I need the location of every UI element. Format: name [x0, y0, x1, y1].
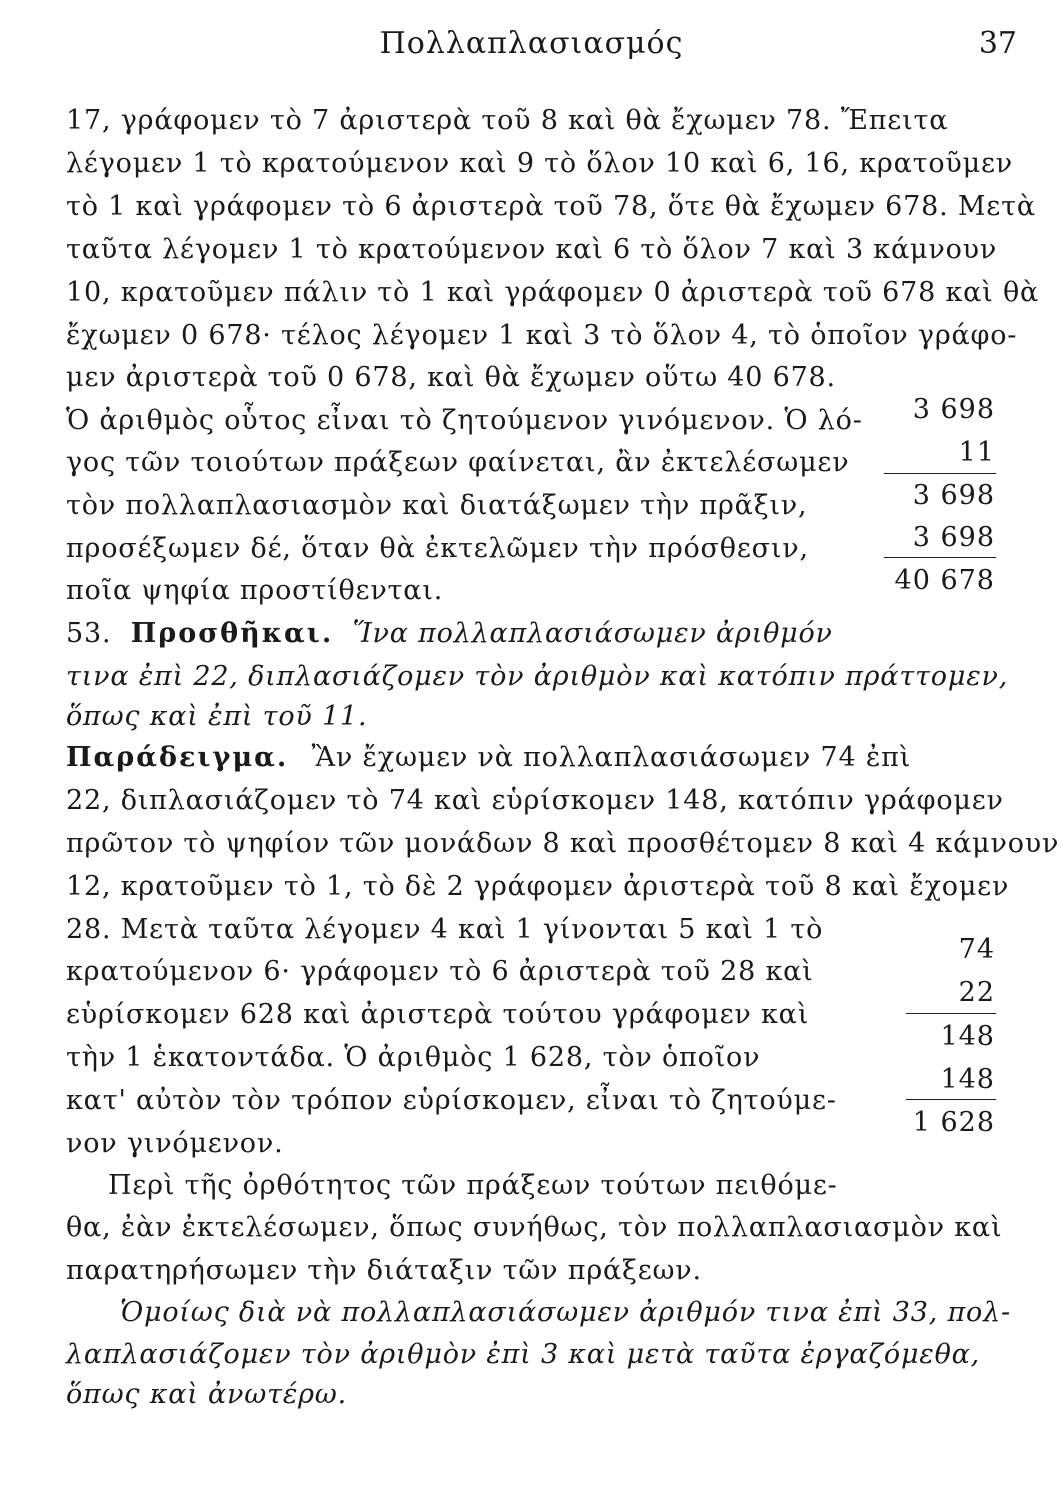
- partial-product: 3 698: [912, 480, 995, 511]
- example-heading: Παράδειγμα.: [66, 742, 289, 773]
- text-line: Ὁ ἀριθμὸς οὗτος εἶναι τὸ ζητούμενον γινόμενον. Ὁ λό-: [66, 405, 863, 436]
- text-line: ποῖα ψηφία προστίθενται.: [66, 575, 444, 606]
- text-line: μεν ἀριστερὰ τοῦ 0 678, καὶ θὰ ἔχωμεν οὕτω 40 678.: [66, 362, 836, 393]
- text-line: ἔχωμεν 0 678· τέλος λέγομεν 1 καὶ 3 τὸ ὅλον 4, τὸ ὁποῖον γράφο-: [66, 320, 1018, 351]
- text-line: πρῶτον τὸ ψηφίον τῶν μονάδων 8 καὶ προσθέτομεν 8 καὶ 4 κάμνουν: [66, 828, 1060, 859]
- text-line: λέγομεν 1 τὸ κρατούμενον καὶ 9 τὸ ὅλον 10 καὶ 6, 16, κρατοῦμεν: [66, 148, 1013, 179]
- text-line: 22, διπλασιάζομεν τὸ 74 καὶ εὑρίσκομεν 148, κατόπιν γράφομεν: [66, 785, 1004, 816]
- partial-product: 148: [940, 1021, 995, 1052]
- section-number: 53.: [66, 618, 112, 649]
- section-heading: Προσθῆκαι.: [130, 618, 334, 649]
- multiplier: 22: [958, 977, 995, 1008]
- text-line: προσέξωμεν δέ, ὅταν θὰ ἐκτελῶμεν τὴν πρόσθεσιν,: [66, 533, 809, 564]
- text-line: εὑρίσκομεν 628 καὶ ἀριστερὰ τούτου γράφομεν καὶ: [66, 999, 810, 1030]
- text-line: γος τῶν τοιούτων πράξεων φαίνεται, ἂν ἐκτελέσωμεν: [66, 447, 850, 478]
- text-line: τὴν 1 ἑκατοντάδα. Ὁ ἀριθμὸς 1 628, τὸν ὁποῖον: [66, 1042, 761, 1073]
- text-line: παρατηρήσωμεν τὴν διάταξιν τῶν πράξεων.: [66, 1255, 702, 1286]
- example-text: Ἂν ἔχωμεν νὰ πολλαπλασιάσωμεν 74 ἐπὶ: [311, 742, 912, 773]
- text-line: Ὁμοίως διὰ νὰ πολλαπλασιάσωμεν ἀριθμόν τινα ἐπὶ 33, πολ-: [120, 1297, 1011, 1328]
- text-line: τινα ἐπὶ 22, διπλασιάζομεν τὸν ἀριθμὸν καὶ κατόπιν πράττομεν,: [66, 661, 1009, 692]
- text-line: τὸν πολλαπλασιασμὸν καὶ διατάξωμεν τὴν πρᾶξιν,: [66, 490, 808, 521]
- example-line: [66, 744, 911, 771]
- text-line: 28. Μετὰ ταῦτα λέγομεν 4 καὶ 1 γίνονται 5 καὶ 1 τὸ: [66, 914, 824, 945]
- text-line: 12, κρατοῦμεν τὸ 1, τὸ δὲ 2 γράφομεν ἀριστερὰ τοῦ 8 καὶ ἔχομεν: [66, 871, 1010, 902]
- section-53-line: [66, 620, 833, 647]
- multiplier: 11: [958, 437, 995, 468]
- multiplication-rule: [906, 1013, 996, 1014]
- sum-rule: [906, 1099, 996, 1100]
- text-line: ὅπως καὶ ἀνωτέρω.: [66, 1379, 347, 1410]
- multiplication-rule: [884, 473, 996, 474]
- text-line: νον γινόμενον.: [66, 1128, 284, 1159]
- sum-rule: [884, 557, 996, 558]
- product: 40 678: [894, 565, 995, 596]
- product: 1 628: [912, 1107, 995, 1138]
- multiplicand: 3 698: [912, 394, 995, 425]
- page-number: 37: [978, 26, 1017, 61]
- text-line: λαπλασιάζομεν τὸν ἀριθμὸν ἐπὶ 3 καὶ μετὰ ταῦτα ἐργαζόμεθα,: [66, 1339, 981, 1370]
- running-header-title: Πολλαπλασιασμός: [379, 26, 684, 61]
- text-line: κρατούμενον 6· γράφομεν τὸ 6 ἀριστερὰ τοῦ 28 καὶ: [66, 956, 814, 987]
- text-line: ὅπως καὶ ἐπὶ τοῦ 11.: [66, 701, 368, 732]
- text-line: 17, γράφομεν τὸ 7 ἀριστερὰ τοῦ 8 καὶ θὰ ἔχωμεν 78. Ἔπειτα: [66, 105, 949, 136]
- section-text: Ἵνα πολλαπλασιάσωμεν ἀριθμόν: [352, 618, 833, 649]
- text-line: θα, ἐὰν ἐκτελέσωμεν, ὅπως συνήθως, τὸν πολλαπλασιασμὸν καὶ: [66, 1212, 1003, 1243]
- text-line: τὸ 1 καὶ γράφομεν τὸ 6 ἀριστερὰ τοῦ 78, ὅτε θὰ ἔχωμεν 678. Μετὰ: [66, 191, 1036, 222]
- multiplicand: 74: [958, 934, 995, 965]
- text-line: 10, κρατοῦμεν πάλιν τὸ 1 καὶ γράφομεν 0 ἀριστερὰ τοῦ 678 καὶ θὰ: [66, 277, 1040, 308]
- text-line: ταῦτα λέγομεν 1 τὸ κρατούμενον καὶ 6 τὸ ὅλον 7 καὶ 3 κάμνουν: [66, 234, 998, 265]
- text-line: κατ' αὐτὸν τὸν τρόπον εὑρίσκομεν, εἶναι τὸ ζητούμε-: [66, 1085, 837, 1116]
- partial-product: 148: [940, 1064, 995, 1095]
- text-line: Περὶ τῆς ὀρθότητος τῶν πράξεων τούτων πειθόμε-: [108, 1170, 838, 1201]
- partial-product: 3 698: [912, 522, 995, 553]
